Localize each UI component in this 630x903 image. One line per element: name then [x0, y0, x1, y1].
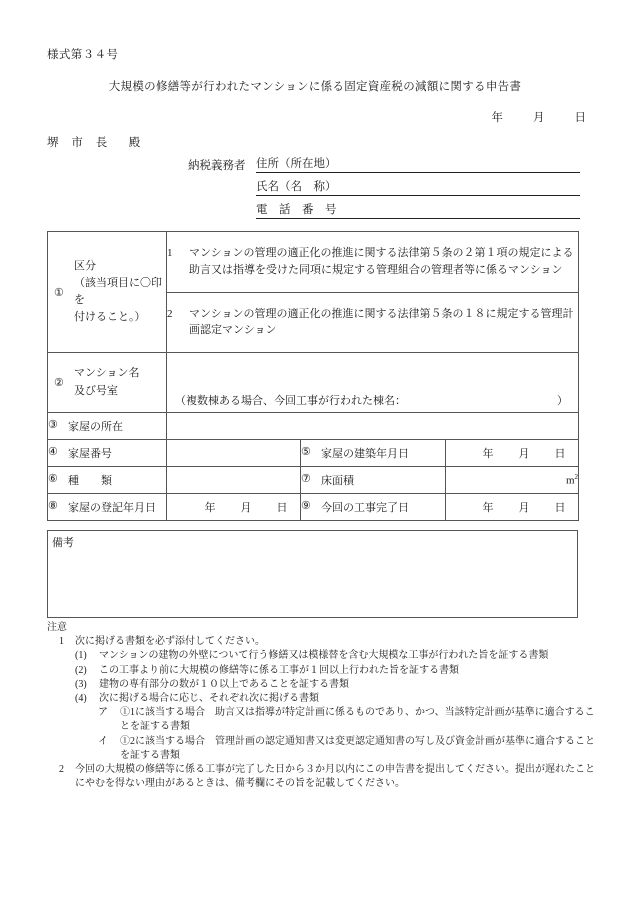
house-location-input[interactable] [167, 413, 579, 440]
kubun-label-line2: （該当項目に〇印を [74, 276, 162, 306]
registration-date-year-label: 年 [204, 502, 216, 514]
taxpayer-address-row [188, 150, 580, 173]
floor-area-input[interactable] [446, 467, 579, 494]
note-item-1-text: 次に掲げる書類を必ず添付してください。 [75, 636, 265, 648]
table-row-mansion-name [48, 353, 579, 413]
house-location-label: 家屋の所在 [68, 421, 123, 433]
table-row-house-location [48, 413, 579, 440]
note-item-1-2 [75, 664, 596, 678]
mansion-building-note-left: （複数棟ある場合、今回工事が行われた棟名： [175, 395, 406, 407]
mansion-building-note [175, 392, 568, 408]
date-month-label: 月 [533, 112, 545, 124]
kubun-label-cell [48, 232, 167, 353]
kubun-label-line3: 付けること。） [74, 311, 146, 324]
type-label-cell [48, 467, 167, 494]
table-row-registration-date [48, 494, 579, 521]
house-number-label: 家屋番号 [68, 448, 112, 460]
note-item-2-text: 今回の大規模の修繕等に係る工事が完了した日から３か月以内にこの申告書を提出してください。提出が遅れたことにやむを得ない理由があるときは、備考欄にその旨を記載してください。 [75, 763, 595, 790]
taxpayer-phone-field[interactable]: 電 話 番 号 [256, 201, 580, 219]
note-item-1-4-i-marker: イ [98, 735, 108, 747]
floor-area-label-cell [301, 467, 446, 494]
registration-date-label: 家屋の登記年月日 [68, 502, 156, 514]
note-item-1-1-text: マンションの建物の外壁について行う修繕又は模様替を含む大規模な工事が行われた旨を証する書類 [99, 650, 549, 662]
document-title: 大規模の修繕等が行われたマンションに係る固定資産税の減額に関する申告書 [108, 81, 522, 93]
declaration-table [47, 231, 579, 521]
build-date-input[interactable] [446, 440, 579, 467]
house-location-number: ③ [48, 419, 58, 431]
kubun-label-line1: 区分 [74, 259, 96, 272]
note-item-1-3-text: 建物の専有部分の数が１０以上であることを証する書類 [99, 678, 349, 690]
completion-date-label: 今回の工事完了日 [321, 502, 409, 514]
kubun-option-2-number: 2 [167, 307, 173, 320]
remarks-label: 備考 [52, 537, 74, 549]
taxpayer-name-row [188, 173, 580, 196]
date-day-label: 日 [574, 112, 586, 124]
registration-date-day-label: 日 [276, 502, 288, 514]
floor-area-unit-exponent: 2 [574, 473, 579, 482]
completion-date-day-label: 日 [554, 502, 566, 514]
notes-title: 注意 [47, 622, 67, 633]
type-number: ⑥ [48, 473, 58, 485]
note-item-1-1 [75, 649, 596, 663]
taxpayer-name-field[interactable]: 氏名（名 称） [256, 178, 580, 196]
date-year-label: 年 [491, 112, 503, 124]
build-date-month-label: 月 [518, 448, 530, 460]
house-number-number: ④ [48, 446, 58, 458]
mansion-number: ② [54, 377, 64, 389]
table-row-type [48, 467, 579, 494]
completion-date-label-cell [301, 494, 446, 521]
note-item-1-4-i-text: ①2に該当する場合 管理計画の認定通知書又は変更認定通知書の写し及び資金計画が基準に適合することを証する書類 [120, 735, 595, 761]
completion-date-year-label: 年 [482, 502, 494, 514]
mansion-building-note-right: ） [557, 395, 569, 407]
mansion-label-line2: 及び号室 [74, 384, 118, 397]
type-input[interactable] [167, 467, 301, 494]
kubun-option-1[interactable] [167, 232, 579, 293]
house-number-label-cell [48, 440, 167, 467]
floor-area-label: 床面積 [321, 475, 354, 487]
table-row-house-number [48, 440, 579, 467]
taxpayer-block [188, 150, 580, 219]
house-location-label-cell [48, 413, 167, 440]
remarks-box[interactable] [47, 530, 578, 618]
form-number: 様式第３４号 [47, 49, 119, 61]
mansion-label-cell [48, 353, 167, 413]
build-date-year-label: 年 [482, 448, 494, 460]
note-item-1-3-marker: (3) [75, 678, 87, 690]
floor-area-number: ⑦ [301, 473, 311, 485]
kubun-option-1-number: 1 [167, 247, 173, 260]
registration-date-month-label: 月 [240, 502, 252, 514]
note-item-1-4-marker: (4) [75, 692, 87, 704]
registration-date-label-cell [48, 494, 167, 521]
taxpayer-phone-row [188, 196, 580, 219]
build-date-label: 家屋の建築年月日 [321, 448, 409, 460]
mansion-label-line1: マンション名 [74, 367, 140, 380]
note-item-1-4-a-text: ①1に該当する場合 助言又は指導が特定計画に係るものであり、かつ、当該特定計画が基準に適合することを証する書類 [120, 707, 595, 733]
note-item-1-marker: 1 [59, 636, 64, 648]
note-item-1-3 [75, 678, 596, 692]
note-item-2-marker: 2 [59, 763, 64, 775]
notes-section [40, 621, 596, 791]
note-item-1-4-i [98, 735, 596, 763]
completion-date-input[interactable] [446, 494, 579, 521]
taxpayer-address-field[interactable]: 住所（所在地） [256, 155, 580, 173]
table-row-kubun [48, 232, 579, 293]
registration-date-number: ⑧ [48, 500, 58, 512]
build-date-label-cell [301, 440, 446, 467]
kubun-option-2-text: マンションの管理の適正化の推進に関する法律第５条の１８に規定する管理計画認定マンション [189, 307, 574, 337]
mansion-name-input[interactable] [167, 353, 579, 413]
note-item-1-4-text: 次に掲げる場合に応じ、それぞれ次に掲げる書類 [99, 692, 319, 704]
build-date-number: ⑤ [301, 446, 311, 458]
note-item-2 [47, 763, 596, 791]
note-item-1-2-text: この工事より前に大規模の修繕等に係る工事が１回以上行われた旨を証する書類 [99, 664, 459, 676]
house-number-input[interactable] [167, 440, 301, 467]
kubun-number: ① [54, 286, 64, 299]
note-item-1-4-a [98, 706, 596, 734]
note-item-1-2-marker: (2) [75, 664, 87, 676]
note-item-1 [47, 635, 596, 649]
completion-date-month-label: 月 [518, 502, 530, 514]
note-item-1-4-a-marker: ア [98, 707, 108, 719]
taxpayer-lead-label: 納税義務者 [188, 160, 246, 172]
type-label: 種 類 [68, 475, 112, 487]
addressee: 堺 市 長 殿 [47, 137, 146, 149]
note-item-1-4 [75, 692, 596, 706]
submission-date-line [492, 109, 587, 125]
kubun-option-2[interactable] [167, 292, 579, 353]
build-date-day-label: 日 [554, 448, 566, 460]
kubun-option-1-text: マンションの管理の適正化の推進に関する法律第５条の２第１項の規定による助言又は指導を受けた同項に規定する管理組合の管理者等に係るマンション [189, 247, 574, 276]
floor-area-unit: m [565, 474, 575, 487]
note-item-1-1-marker: (1) [75, 650, 87, 662]
completion-date-number: ⑨ [301, 500, 311, 512]
registration-date-input[interactable] [167, 494, 301, 521]
